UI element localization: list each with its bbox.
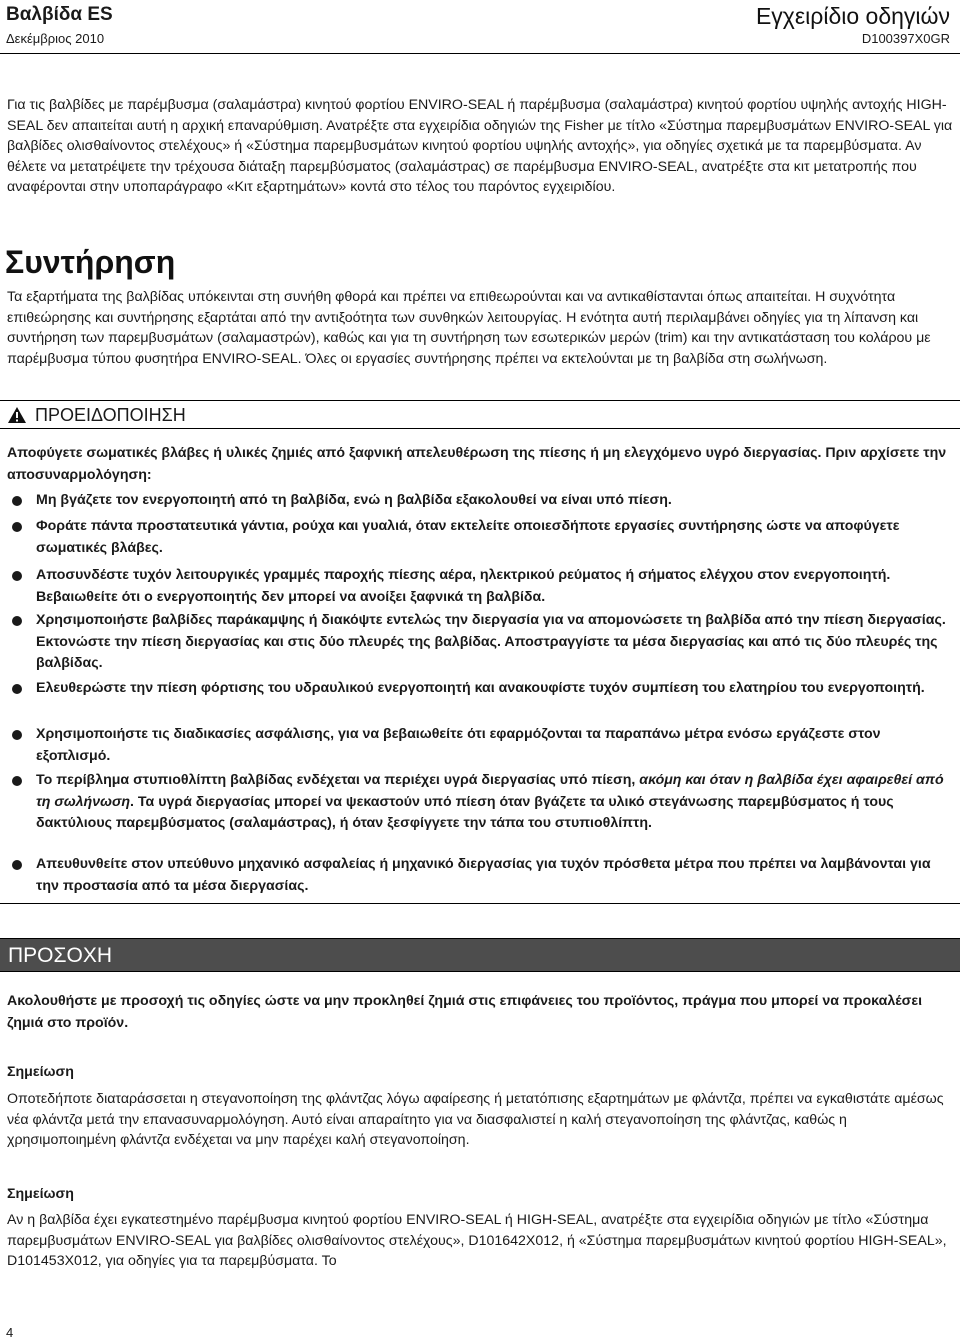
bullet-text-emphasis: ακόμη και όταν η βαλβίδα έχει αφαιρεθεί από τη σωλήνωση (36, 772, 944, 810)
note-text-1: Οποτεδήποτε διαταράσσεται η στεγανοποίηση της φλάντζας λόγω αφαίρεσης ή μετατόπισης εξαρτημάτων με φλάντζα, πρέπει να εγκαθιστάτε αμέσως νέα φλάντζα μετά την επανασυναρμολόγηση. Αυτό είναι απαραίτητο για να διασφαλιστεί η καλή στεγανοποίηση της φλάντζας, καθώς η χρησιμοποιημένη φλάντζα ενδέχεται να μην παρέχει καλή στεγανοποίηση. (7, 1091, 944, 1148)
doc-title: Βαλβίδα ES (6, 4, 113, 25)
warning-intro: Αποφύγετε σωματικές βλάβες ή υλικές ζημιές από ξαφνική απελευθέρωση της πίεσης ή μη ελεγχόμενο υγρό διεργασίας. Πριν αρχίσετε την αποσυναρμολόγηση: (7, 445, 947, 483)
warning-bullet-1 (12, 490, 950, 512)
bullet-text: Απευθυνθείτε στον υπεύθυνο μηχανικό ασφαλείας ή μηχανικό διεργασίας για τυχόν πρόσθετα μέτρα που πρέπει να λαμβάνονται για την προστασία από τα μέσα διεργασίας. (36, 856, 931, 894)
maintenance-paragraph: Τα εξαρτήματα της βαλβίδας υπόκεινται στη συνήθη φθορά και πρέπει να επιθεωρούνται και να αντικαθίστανται όπως απαιτείται. Η συχνότητα επιθεώρησης και συντήρησης εξαρτάται από την αντιξοότητα των συνθηκών λειτουργίας. Η ενότητα αυτή περιλαμβάνει οδηγίες για τη λίπανση και συντήρηση των παρεμβυσμάτων (σαλαμαστρών), καθώς και για τη συντήρηση των εσωτερικών μερών (trim) και την αντικατάσταση του κολάρου με παρέμβυσμα τύπου φυσητήρα ENVIRO-SEAL. Όλες οι εργασίες συντήρησης πρέπει να εκτελούνται με τη βαλβίδα στη σωλήνωση. (7, 289, 931, 367)
section-heading-maintenance: Συντήρηση (5, 244, 176, 280)
bullet-text: Ελευθερώστε την πίεση φόρτισης του υδραυλικού ενεργοποιητή και ανακουφίστε τυχόν συμπίεση του ελατηρίου του ενεργοποιητή. (36, 680, 925, 696)
header-left (6, 4, 113, 48)
manual-title: Εγχειρίδιο οδηγιών (755, 3, 950, 29)
bullet-dot (12, 860, 22, 870)
bullet-text-c: . Τα υγρά διεργασίας μπορεί να ψεκαστούν υπό πίεση όταν βγάζετε τα υλικό στεγάνωσης παρεμβύσματος ή τους δακτύλιους παρεμβύσματος (σαλαμάστρας), ή όταν ξεσφίγγετε την τάπα του στυπιοθλίπτη. (36, 793, 894, 831)
warning-label: ΠΡΟΕΙΔΟΠΟΙΗΣΗ (35, 405, 186, 425)
header-right (756, 4, 950, 48)
bullet-text: Αποσυνδέστε τυχόν λειτουργικές γραμμές παροχής πίεσης αέρα, ηλεκτρικού ρεύματος ή σήματος ελέγχου στον ενεργοποιητή. Βεβαιωθείτε ότι ο ενεργοποιητής δεν μπορεί να ανοίξει ξαφνικά τη βαλβίδα. (36, 567, 891, 605)
bullet-dot (12, 730, 22, 740)
bullet-dot (12, 616, 22, 626)
caution-label: ΠΡΟΣΟΧΗ (8, 944, 112, 967)
warning-bullet-7 (12, 770, 950, 835)
bullet-dot (12, 496, 22, 506)
bullet-text: Χρησιμοποιήστε τις διαδικασίες ασφάλισης, για να βεβαιωθείτε ότι εφαρμόζονται τα παραπάνω μέτρα ενόσω εργάζεστε στον εξοπλισμό. (36, 726, 881, 764)
bullet-text: Φοράτε πάντα προστατευτικά γάντια, ρούχα και γυαλιά, όταν εκτελείτε οποιεσδήποτε εργασίες συντήρησης ώστε να αποφύγετε σωματικές βλάβες. (36, 518, 900, 556)
warning-triangle-icon (7, 406, 27, 424)
intro-paragraph: Για τις βαλβίδες με παρέμβυσμα (σαλαμάστρα) κινητού φορτίου ENVIRO-SEAL ή παρέμβυσμα (σαλαμάστρα) κινητού φορτίου υψηλής αντοχής HIGH-SEAL δεν απαιτείται αυτή η αρχική επαναρύθμιση. Ανατρέξτε στα εγχειρίδια οδηγιών της Fisher με τίτλο «Σύστημα παρεμβυσμάτων ENVIRO-SEAL για βαλβίδες ολισθαίνοντος στελέχους» ή «Σύστημα παρεμβυσμάτων κινητού φορτίου υψηλής αντοχής», για οδηγίες σχετικά με τα παρεμβύσματα. Αν θέλετε να μετατρέψετε την τρέχουσα διάταξη παρεμβύσματος (σαλαμάστρας) σε παρέμβυσμα ENVIRO-SEAL, ανατρέξτε στα κιτ μετατροπής που αναφέρονται στην υποπαράγραφο «Κιτ εξαρτημάτων» κοντά στο τέλος του παρόντος εγχειριδίου. (7, 97, 953, 195)
header-rule (0, 53, 960, 54)
warning-end-rule (0, 903, 960, 904)
bullet-dot (12, 684, 22, 694)
bullet-dot (12, 776, 22, 786)
warning-heading (7, 404, 186, 426)
doc-number: D100397X0GR (861, 31, 950, 46)
doc-date: Δεκέμβριος 2010 (6, 31, 105, 46)
page-number: 4 (6, 1325, 14, 1340)
warning-bullet-6 (12, 724, 950, 767)
note-label-1: Σημείωση (7, 1064, 74, 1080)
bullet-dot (12, 522, 22, 532)
note-text-2: Αν η βαλβίδα έχει εγκατεστημένο παρέμβυσμα κινητού φορτίου ENVIRO-SEAL ή HIGH-SEAL, ανατρέξτε στα εγχειρίδια οδηγιών με τίτλο «Σύστημα παρεμβυσμάτων ENVIRO-SEAL για βαλβίδες ολισθαίνοντος στελέχους», D101642X012, ή «Σύστημα παρεμβυσμάτων κινητού φορτίου HIGH-SEAL», D101453X012, για οδηγίες για τα παρεμβύσματα. Το (7, 1212, 947, 1269)
warning-bullet-4 (12, 610, 950, 675)
warning-bullet-3 (12, 565, 950, 608)
warning-bullet-5 (12, 678, 950, 700)
caution-label-box (0, 938, 960, 972)
bullet-dot (12, 571, 22, 581)
bullet-text: Χρησιμοποιήστε βαλβίδες παράκαμψης ή διακόψτε εντελώς την διεργασία για να απομονώσετε τη βαλβίδα από την πίεση διεργασίας. Εκτονώστε την πίεση διεργασίας και στις δύο πλευρές της βαλβίδας. Αποστραγγίστε τα μέσα διεργασίας και από τις δύο πλευρές της βαλβίδας. (36, 612, 946, 671)
bullet-text-a: Το περίβλημα στυπιοθλίπτη βαλβίδας ενδέχεται να περιέχει υγρά διεργασίας υπό πίεση, (36, 772, 640, 788)
warning-bullet-2 (12, 516, 950, 559)
warning-bullet-8 (12, 854, 950, 897)
caution-text: Ακολουθήστε με προσοχή τις οδηγίες ώστε να μην προκληθεί ζημιά στις επιφάνειες του προϊόντος, πράγμα που μπορεί να προκαλέσει ζημιά στο προϊόν. (7, 993, 923, 1031)
warning-label-box (0, 400, 960, 429)
note-label-2: Σημείωση (7, 1186, 74, 1202)
bullet-text: Μη βγάζετε τον ενεργοποιητή από τη βαλβίδα, ενώ η βαλβίδα εξακολουθεί να είναι υπό πίεση. (36, 492, 672, 508)
